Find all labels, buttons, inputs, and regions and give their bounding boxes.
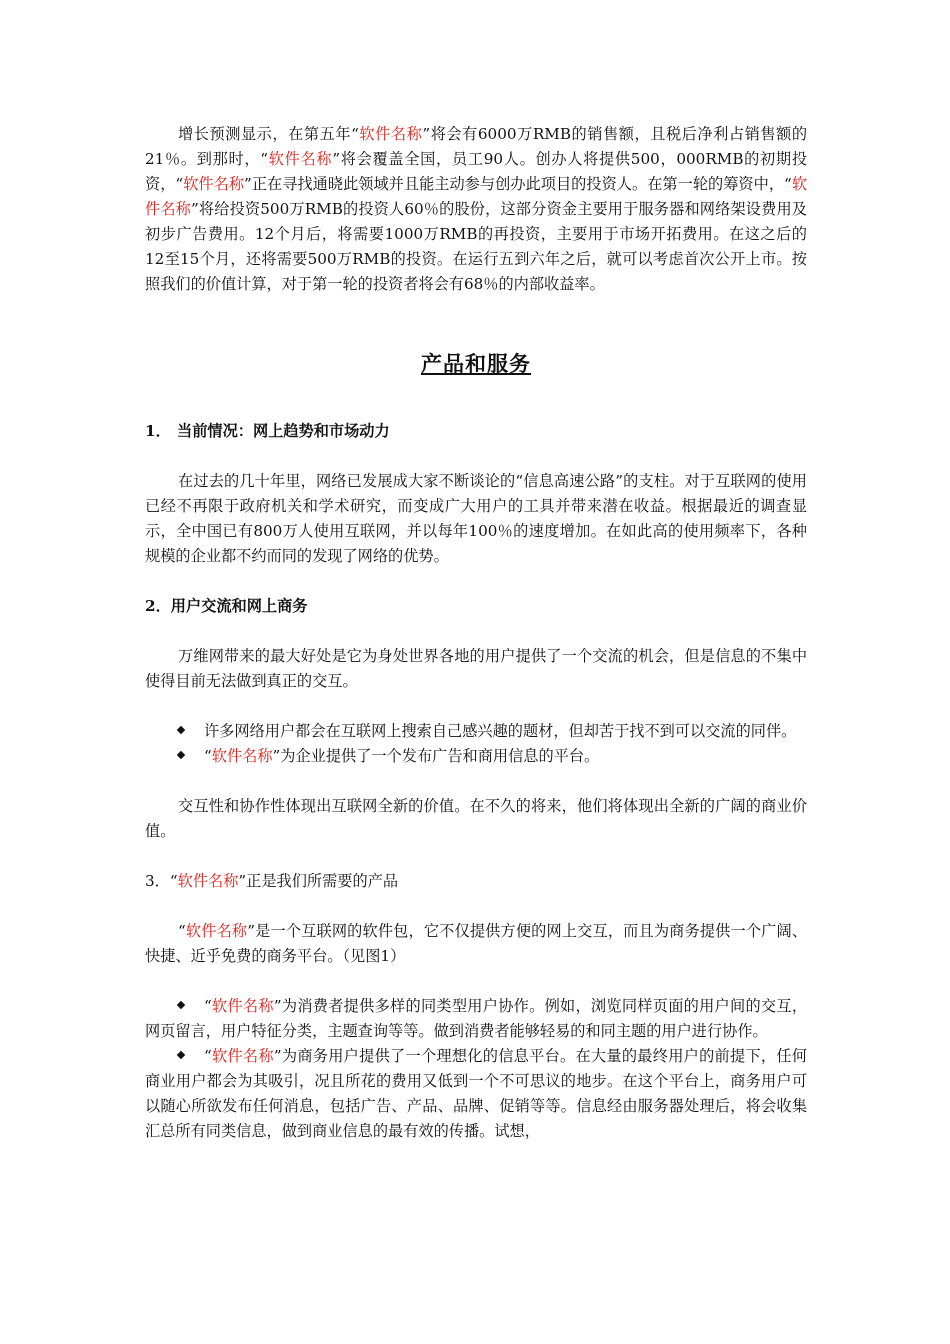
section3-title: 3．“软件名称”正是我们所需要的产品 — [145, 872, 399, 890]
product-name: 软件名称 — [145, 175, 808, 218]
diamond-bullet-icon — [177, 751, 185, 759]
product-name: 软件名称 — [211, 1047, 274, 1065]
document-body — [145, 122, 807, 1144]
product-name: 软件名称 — [211, 747, 273, 765]
product-name: 软件名称 — [185, 922, 248, 940]
section3-paragraph: “软件名称”是一个互联网的软件包，它不仅提供方便的网上交互，而且为商务提供一个广阔、快捷、近乎免费的商务平台。（见图1） — [145, 922, 808, 965]
bullet-item: 许多网络用户都会在互联网上搜索自己感兴趣的题材，但却苦于找不到可以交流的同伴。 — [145, 719, 807, 744]
bullet-item: “软件名称”为企业提供了一个发布广告和商用信息的平台。 — [145, 744, 807, 769]
product-name: 软件名称 — [183, 175, 245, 193]
section2-paragraph2: 交互性和协作性体现出互联网全新的价值。在不久的将来，他们将体现出全新的广阔的商业价值。 — [145, 797, 807, 840]
product-name: 软件名称 — [358, 125, 423, 143]
section-heading: 产品和服务 — [421, 351, 531, 376]
section2-title: 2．用户交流和网上商务 — [145, 597, 308, 615]
diamond-bullet-icon — [177, 726, 185, 734]
diamond-bullet-icon — [177, 1001, 185, 1009]
diamond-bullet-icon — [177, 1051, 185, 1059]
product-name: 软件名称 — [268, 150, 333, 168]
section2-paragraph: 万维网带来的最大好处是它为身处世界各地的用户提供了一个交流的机会，但是信息的不集中使得目前无法做到真正的交互。 — [145, 647, 807, 690]
section1-title: 1． 当前情况：网上趋势和市场动力 — [145, 422, 390, 440]
bullet-item: “软件名称”为商务用户提供了一个理想化的信息平台。在大量的最终用户的前提下，任何商业用户都会为其吸引，况且所花的费用又低到一个不可思议的地步。在这个平台上，商务用户可以随心所欲发布任何消息，包括广告、产品、品牌、促销等等。信息经由服务器处理后，将会收集汇总所有同类信息，做到商业信息的最有效的传播。试想， — [145, 1047, 808, 1140]
intro-paragraph: 增长预测显示，在第五年“软件名称”将会有6000万RMB的销售额，且税后净利占销售额的21％。到那时，“软件名称”将会覆盖全国，员工90人。创办人将提供500，000RMB的初期投资，“软件名称”正在寻找通晓此领域并且能主动参与创办此项目的投资人。在第一轮的筹资中，“软件名称”将给投资500万RMB的投资人60％的股份，这部分资金主要用于服务器和网络架设费用及初步广告费用。12个月后，将需要1000万RMB的再投资，主要用于市场开拓费用。在这之后的12至15个月，还将需要500万RMB的投资。在运行五到六年之后，就可以考虑首次公开上市。按照我们的价值计算，对于第一轮的投资者将会有68％的内部收益率。 — [145, 125, 808, 293]
section1-paragraph: 在过去的几十年里，网络已发展成大家不断谈论的“信息高速公路”的支柱。对于互联网的使用已经不再限于政府机关和学术研究，而变成广大用户的工具并带来潜在收益。根据最近的调查显示，全中国已有800万人使用互联网，并以每年100％的速度增加。在如此高的使用频率下，各种规模的企业都不约而同的发现了网络的优势。 — [145, 472, 807, 565]
product-name: 软件名称 — [177, 872, 239, 890]
bullet-item: “软件名称”为消费者提供多样的同类型用户协作。例如，浏览同样页面的用户间的交互，网页留言，用户特征分类，主题查询等等。做到消费者能够轻易的和同主题的用户进行协作。 — [145, 997, 808, 1040]
product-name: 软件名称 — [211, 997, 274, 1015]
